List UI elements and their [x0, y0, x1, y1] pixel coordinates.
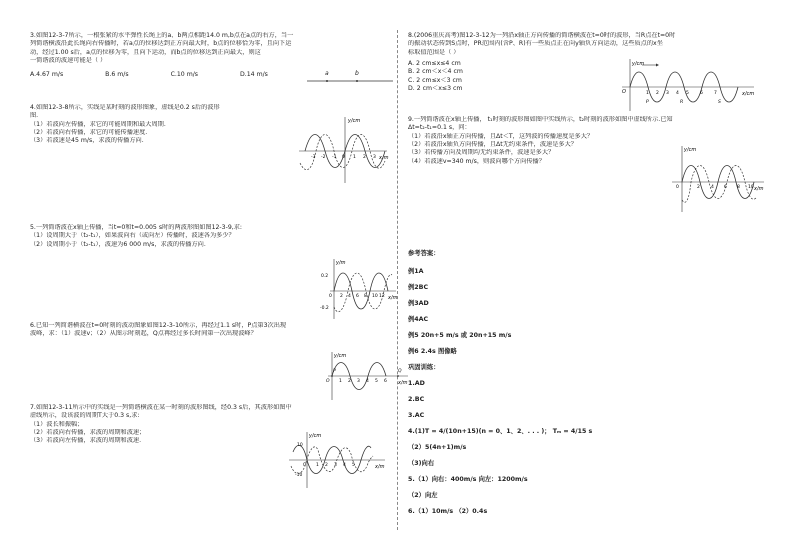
tick-label: 4 [366, 379, 369, 384]
point-q-label: Q [398, 369, 402, 374]
question-5-line: （1）设周期大于（t₂-t₁），如果波向右（或向左）传播时，波速各为多少？ [30, 232, 235, 240]
tick-label: 3 [373, 155, 376, 160]
figure-q9 [668, 144, 768, 214]
tick-label: 2 [340, 294, 343, 299]
question-9-line: （4）若波速v=340 m/s，则波向哪个方向传播？ [408, 157, 545, 165]
question-8-line: 8.(2006重庆高考)图12-3-12为一列沿x轴正方向传播的简谐横波在t=0时的波形，当R点在t=0时 [408, 32, 676, 39]
tick-label: 8 [737, 185, 740, 190]
tick-label: 6 [356, 294, 359, 299]
y-axis-label: y/cm [348, 118, 361, 124]
tick-label: 5 [352, 463, 355, 468]
tick-label: -3 [311, 155, 316, 160]
question-4-line: 4.如图12-3-8所示，实线是某时刻的波形图象，虚线是0.2 s后的波形 [30, 104, 220, 111]
question-6 [30, 322, 390, 339]
tick-label: 5 [375, 379, 378, 384]
tick-label: 2 [325, 463, 328, 468]
question-7-line: 7.如图12-3-11所示中的实线是一列简谐横波在某一时刻的波形图线，经0.3 s后，其波形如图中 [30, 404, 292, 411]
origin-label: 0 [329, 294, 332, 299]
figure-12-3-11 [285, 430, 390, 490]
y-bottom-label: -0.2 [320, 306, 329, 311]
tick-label: 2 [697, 185, 700, 190]
practice-answer-5-1: 5.（1）向右：400m/s 向左：1200m/s [408, 476, 528, 483]
question-3-line: 一简谐波的波速可能是（ ） [30, 57, 107, 65]
origin-label: 0 [676, 185, 679, 190]
practice-heading: 巩固训练： [408, 364, 440, 371]
point-r-label: R [680, 100, 684, 105]
y-bottom-label: -10 [295, 473, 303, 478]
origin-label: 0 [303, 463, 306, 468]
question-6-line: 6.已知一列简谐横波在t=0时刻的波动图象如图12-3-10所示，再经过1.1 s时，P点第3次出现 [30, 322, 287, 329]
answer-item: 例6 2.4s 图像略 [408, 348, 457, 355]
question-4-line: （2）若波向右传播，求它的可能传播速度. [30, 129, 148, 137]
x-axis-label: x/m [398, 380, 408, 386]
question-4-line: （3）若波速是45 m/s，求波的传播方向. [30, 137, 144, 145]
answers-heading: 参考答案： [408, 250, 440, 257]
question-3-line: 列简谐横波沿此长绳向右传播时，若a点的位移达到正方向最大时，b点的位移恰为零，且向下运 [30, 40, 292, 48]
solid-wave [293, 445, 371, 473]
practice-answer: 3.AC [408, 412, 425, 419]
point-p-label: P [646, 100, 649, 105]
y-axis-label: y/m [336, 260, 346, 266]
practice-answer-5-2: （2）向左 [408, 492, 438, 499]
question-7-line: （3）若波向左传播，求波的周期和波速. [30, 437, 142, 445]
y-top-label: 10 [297, 443, 303, 448]
y-axis-label: y/cm [632, 61, 645, 67]
tick-label: 4 [676, 91, 679, 96]
tick-label: 1 [316, 463, 319, 468]
tick-label: 6 [384, 379, 387, 384]
point-b [356, 80, 358, 82]
origin-label: 0 [342, 155, 345, 160]
question-9-line: （3）若传播方向及周期均无约束条件，波速是多大？ [408, 149, 555, 157]
answer-item: 例1A [408, 268, 424, 275]
tick-label: 5 [686, 91, 689, 96]
tick-label: 3 [666, 91, 669, 96]
practice-answer-4-3: （3)向右 [408, 460, 435, 467]
point-p [331, 375, 333, 377]
question-5-line: （2）设周期小于（t₂-t₁），波速为6 000 m/s，求波的传播方向. [30, 240, 206, 248]
answer-item: 例5 20n+5 m/s 或 20n+15 m/s [408, 332, 512, 339]
arrow-head-icon [656, 64, 659, 67]
question-5-line: 5.一列简谐波在x轴上传播，当t=0和t=0.005 s时的两波形图如图12-3-9,求: [30, 224, 243, 231]
option-c: C. 2 cm≤x＜3 cm [408, 76, 462, 84]
question-3-line: 3.如图12-3-7所示，一根张紧的水平弹性长绳上的a、b两点相距14.0 m,b点在a点的右方，当一 [30, 32, 294, 39]
figure-12-3-9 [320, 257, 400, 321]
point-a-label: a [325, 70, 329, 77]
tick-label: 10 [748, 185, 754, 190]
tick-label: 4 [711, 185, 714, 190]
x-axis-label: x/m [754, 186, 764, 192]
figure-12-3-12 [618, 57, 758, 113]
practice-answer: 1.AD [408, 380, 425, 387]
x-axis-label: x/cm [742, 91, 755, 97]
tick-label: 12 [379, 294, 385, 299]
practice-answer-6: 6.（1）10m/s （2）0.4s [408, 508, 488, 515]
question-9-line: Δt=t₂-t₁=0.1 s，问： [408, 124, 471, 132]
question-7-line: （2）若波向右传播，求波的周期和波速； [30, 429, 146, 437]
option-c: C.10 m/s [170, 71, 199, 79]
tick-label: 4 [348, 294, 351, 299]
tick-label: 7 [714, 91, 717, 96]
tick-label: 1 [339, 379, 342, 384]
option-b: B.6 m/s [105, 71, 129, 79]
figure-12-3-8 [295, 115, 395, 187]
tick-label: 1 [646, 91, 649, 96]
tick-label: 2 [363, 155, 366, 160]
question-4-line: （1）若波向左传播，求它的可能周期和最大周期. [30, 120, 166, 128]
y-axis-label: y/cm [309, 433, 322, 439]
question-9-line: （1）若波沿x轴正方向传播，且Δt＜T，这列波的传播速度是多大？ [408, 132, 594, 140]
y-axis-label: y/cm [334, 353, 347, 359]
answer-item: 例2BC [408, 284, 429, 291]
y-top-label: 0.2 [321, 274, 329, 279]
tick-label: -1 [332, 155, 337, 160]
dashed-wave [682, 166, 756, 203]
point-p-label: P [333, 369, 336, 374]
dashed-wave [334, 273, 392, 312]
practice-answer-4-2: （2）5(4n+1)m/s [408, 444, 467, 451]
figure-12-3-7 [305, 69, 395, 91]
question-7-line: 虚线所示，设该波的周期T大于0.3 s,求: [30, 412, 140, 420]
practice-answer: 2.BC [408, 396, 425, 403]
option-a: A. 2 cm≤x≤4 cm [408, 60, 461, 68]
figure-12-3-10 [320, 350, 410, 402]
tick-label: 8 [364, 294, 367, 299]
question-8-line: 的振动状态传到S点时，PR范围内(含P、R)有一些质点正在向y轴负方向运动，这些质点的x坐 [408, 40, 663, 48]
option-d: D. 2 cm＜x≤3 cm [408, 85, 463, 93]
tick-label: 1 [353, 155, 356, 160]
question-7-line: （1）波长和振幅； [30, 420, 84, 428]
question-4-line: 图. [30, 112, 39, 120]
tick-label: 2 [348, 379, 351, 384]
question-9-line: （2）若波沿x轴负方向传播，且Δt无约束条件，波速是多大？ [408, 141, 577, 149]
question-5 [30, 224, 390, 249]
y-axis-label: y/cm [684, 147, 697, 153]
question-9-line: 9.一列简谐波在x轴上传播， t₁时刻的波形图如图中实线所示，t₂时刻的波形如图中虚线所示.已知 [408, 116, 673, 123]
tick-label: 6 [700, 91, 703, 96]
answer-item: 例4AC [408, 316, 429, 323]
point-a [326, 80, 328, 82]
tick-label: 2 [656, 91, 659, 96]
question-3-line: 动，经过1.00 s后，a点的位移为零，且向下运动，而b点的位移达到正向最大，则这 [30, 48, 261, 56]
point-b-label: b [355, 70, 359, 77]
question-8-line: 标取值范围是（ ） [408, 48, 460, 56]
option-a: A.4.67 m/s [30, 71, 64, 79]
tick-label: 3 [357, 379, 360, 384]
dashed-wave [300, 135, 385, 170]
origin-label: O [326, 379, 330, 384]
tick-label: 10 [372, 294, 378, 299]
x-axis-label: x/m [388, 295, 398, 301]
x-axis-label: x/m [379, 155, 389, 161]
tick-label: 3 [334, 463, 337, 468]
question-6-line: 波峰，求：（1）波速v；（2）从图示时刻起，Q点再经过多长时间第一次出现波峰？ [30, 330, 257, 338]
point-q [397, 375, 399, 377]
origin-label: O [622, 89, 626, 95]
answer-item: 例3AD [408, 300, 429, 307]
practice-answer-4-1: 4.(1)T = 4/(10n+15)(n = 0、1、2、. . . )； Tₘ = 4/15 s [408, 428, 593, 435]
option-d: D.14 m/s [240, 71, 268, 79]
x-axis-label: x/m [375, 464, 385, 470]
option-b: B. 2 cm＜x＜4 cm [408, 68, 463, 76]
tick-label: 6 [724, 185, 727, 190]
point-s-label: S [718, 100, 721, 105]
tick-label: -2 [321, 155, 326, 160]
tick-label: 4 [343, 463, 346, 468]
